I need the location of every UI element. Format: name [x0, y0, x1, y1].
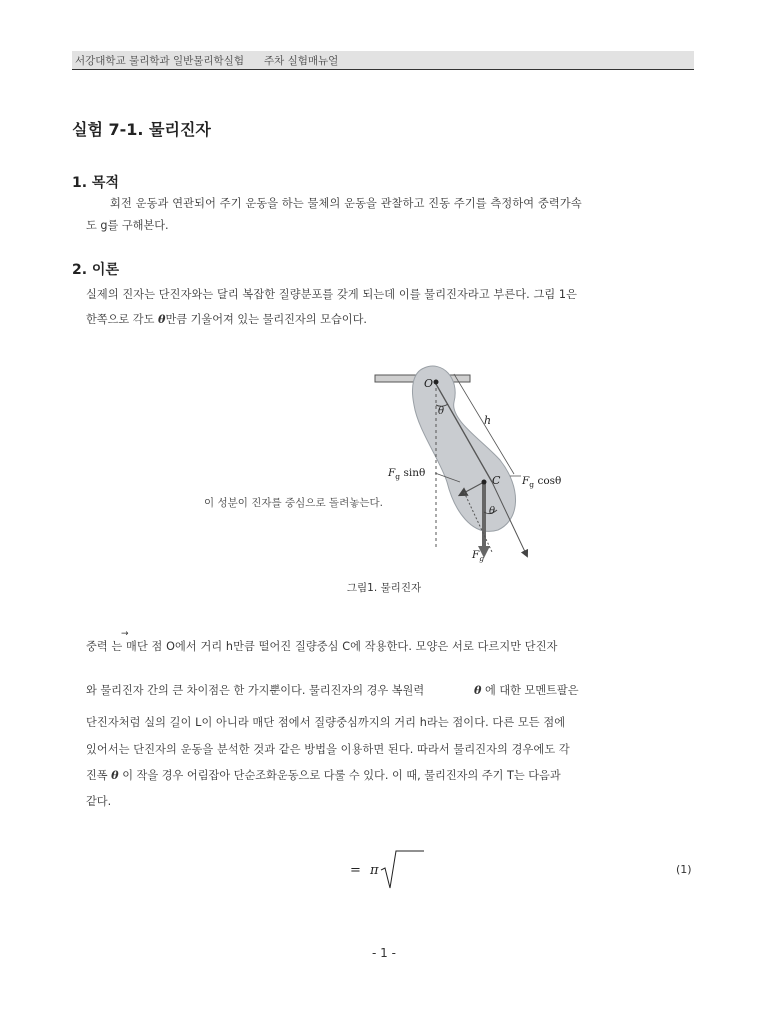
label-O: O: [424, 377, 434, 390]
body-line-5-end: 이 작을 경우 어림잡아 단순조화운동으로 다룰 수 있다. 이 때, 물리진자의 주기 T는 다음과: [118, 769, 561, 782]
theory-line-2: [86, 311, 367, 327]
theory-line-2-start: 한쪽으로 각도: [86, 313, 158, 326]
body-line-4: 있어서는 단진자의 운동을 분석한 것과 같은 방법을 이용하면 된다. 따라서 물리진자의 경우에도 각: [86, 743, 570, 756]
body-line-2-end: 에 대한 모멘트팔은: [481, 684, 579, 697]
page-header: [72, 51, 694, 70]
pivot-point: [434, 380, 439, 385]
figure-caption: 그림1. 물리진자: [346, 582, 422, 594]
theory-line-2-end: 만큼 기울어져 있는 물리진자의 모습이다.: [165, 313, 367, 326]
body-line-1: 중력 는 매단 점 O에서 거리 h만큼 떨어진 질량중심 C에 작용한다. 모양은 서로 다르지만 단진자: [86, 640, 558, 653]
period-formula: [348, 848, 448, 892]
header-text: 서강대학교 물리학과 일반물리학실험 주차 실험매뉴얼: [75, 55, 339, 67]
body-line-2-start: 와 물리진자 간의 큰 차이점은 한 가지뿐이다. 물리진자의 경우 복원력: [86, 684, 474, 697]
section-heading-purpose: 1. 목적: [72, 175, 119, 191]
theta-symbol: θ: [473, 683, 482, 697]
label-h: h: [484, 414, 492, 427]
body-line-2: [86, 682, 579, 698]
pi-symbol: π: [370, 863, 379, 878]
body-line-3: 단진자처럼 실의 길이 L이 아니라 매단 점에서 질량중심까지의 거리 h라는 점이다. 다른 모든 점에: [86, 716, 566, 729]
label-theta-top: θ: [438, 406, 445, 417]
body-line-5-start: 진폭: [86, 769, 112, 782]
label-fg-cos: $F_g$ cosθ: [522, 475, 562, 489]
body-line-6: 같다.: [86, 795, 112, 808]
label-fg: $F_g$: [472, 549, 485, 563]
theta-symbol: θ: [111, 768, 119, 782]
section-heading-theory: 2. 이론: [72, 262, 119, 278]
radical-sign: [381, 851, 424, 888]
physical-pendulum-figure: [192, 360, 574, 572]
page-number: - 1 -: [372, 946, 396, 960]
equals-sign: =: [350, 863, 361, 878]
label-fg-sin: $F_g$ sinθ: [388, 467, 426, 481]
purpose-line-2: 도 g를 구해본다.: [86, 219, 169, 232]
center-of-mass-point: [482, 480, 487, 485]
body-line-5: [86, 767, 561, 783]
equation-number: (1): [676, 863, 692, 876]
label-theta-bottom: θ: [489, 506, 496, 517]
purpose-line-1: 회전 운동과 연관되어 주기 운동을 하는 물체의 운동을 관찰하고 진동 주기를 측정하여 중력가속: [110, 197, 582, 210]
document-title: 실험 7-1. 물리진자: [72, 120, 211, 139]
theta-symbol: θ: [157, 312, 166, 326]
vector-arrow-mark: →: [121, 629, 129, 639]
theory-line-1: 실제의 진자는 단진자와는 달리 복잡한 질량분포를 갖게 되는데 이를 물리진자라고 부른다. 그림 1은: [86, 288, 578, 301]
figure-annotation: 이 성분이 진자를 중심으로 돌려놓는다.: [204, 497, 383, 509]
label-C: C: [492, 474, 501, 487]
